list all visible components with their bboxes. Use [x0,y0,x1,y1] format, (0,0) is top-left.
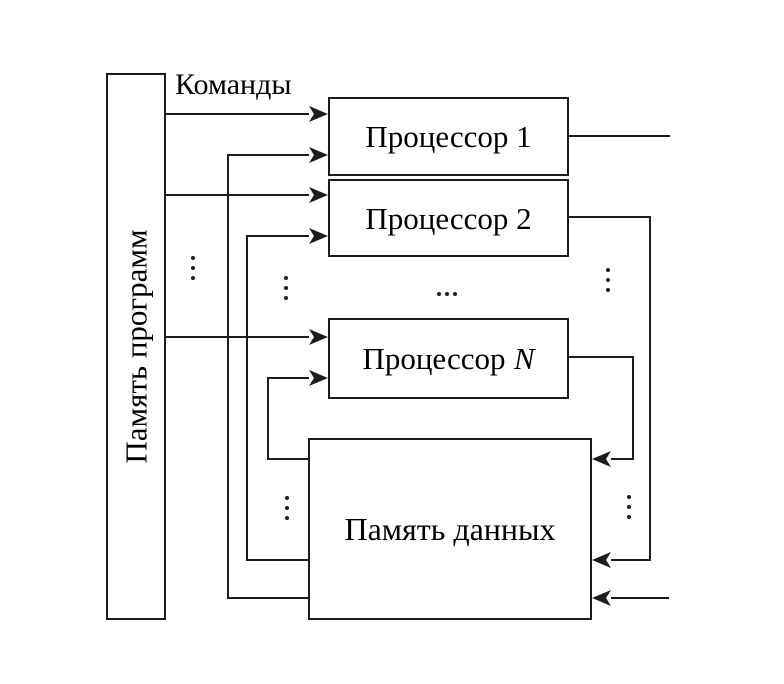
vertical-ellipsis-icon-data-upper [284,276,288,300]
data-line-pn-vertical [267,377,269,460]
output-line-pn [569,356,634,358]
arrowhead-data-p2 [309,228,328,244]
output-line-p2 [569,216,651,218]
data-line-p1-vertical [227,154,229,599]
processor-n-box [328,318,569,399]
arrowhead-into-memory-pn [592,451,611,467]
data-line-p1-top [228,154,309,156]
data-memory-label: Память данных [344,511,556,547]
output-line-p2-vertical [649,216,651,561]
vertical-ellipsis-icon-commands [191,256,195,280]
arrowhead-into-memory-external [592,590,611,606]
data-line-p2-bottom [247,559,308,561]
arrowhead-command-p1 [309,106,328,122]
commands-label: Команды [175,68,292,101]
program-memory-label: Память программ [118,229,154,464]
arrowhead-command-pn [309,329,328,345]
output-line-p2-into-memory [611,559,651,561]
data-line-pn-top [268,377,309,379]
data-line-pn-bottom [268,458,308,460]
processor-n-variable: N [513,341,535,376]
output-line-p1 [569,135,670,137]
command-line-p1 [166,113,309,115]
vertical-ellipsis-icon-data-lower [285,496,289,520]
input-line-external-into-memory [611,597,669,599]
horizontal-ellipsis-icon-processors [437,292,457,296]
output-line-pn-into-memory [611,458,634,460]
arrowhead-into-memory-p2 [592,552,611,568]
data-line-p2-vertical [246,235,248,561]
processor-2-label: Процессор 2 [365,200,532,236]
processor-n-label-text: Процессор [362,341,506,376]
arrowhead-data-p1 [309,147,328,163]
program-memory-box [106,73,166,620]
command-line-p2 [166,194,309,196]
data-memory-box [308,438,592,620]
arrowhead-data-pn [309,370,328,386]
processor-1-label: Процессор 1 [365,119,532,154]
output-line-pn-vertical [632,356,634,460]
vertical-ellipsis-icon-outputs-upper [606,268,610,292]
processor-n-label [362,343,534,374]
data-line-p1-bottom [228,597,308,599]
data-line-p2-top [247,235,309,237]
command-line-pn [166,336,309,338]
arrowhead-command-p2 [309,187,328,203]
processor-2-box [328,179,569,257]
processor-1-box [328,97,569,176]
vertical-ellipsis-icon-outputs-lower [627,495,631,519]
